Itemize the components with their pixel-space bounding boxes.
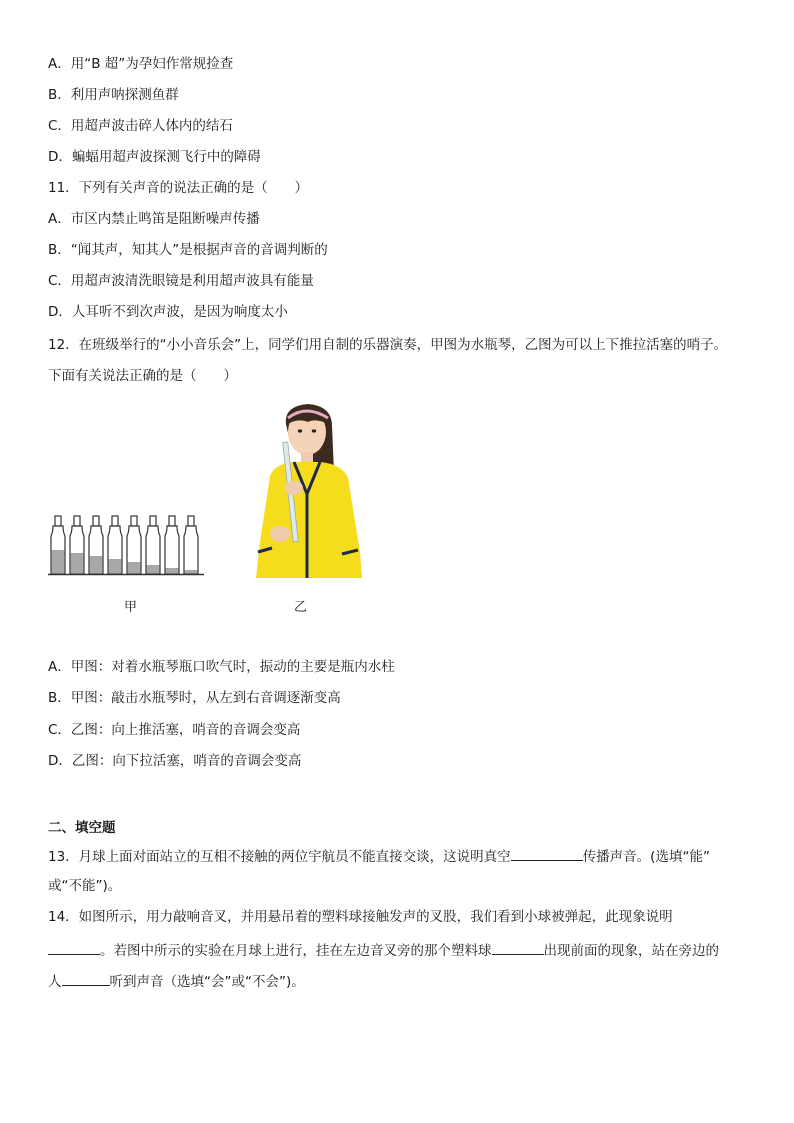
q11-option-d: D．人耳听不到次声波，是因为响度太小 [48, 304, 288, 320]
q10-option-d: D．蝙蝠用超声波探测飞行中的障碍 [48, 149, 261, 165]
bottle-7 [165, 516, 179, 574]
q12-stem-line2: 下面有关说法正确的是（ ） [48, 368, 237, 384]
q13-answer-blank[interactable] [511, 846, 583, 861]
q13-text-before-blank: 13．月球上面对面站立的互相不接触的两位宇航员不能直接交谈，这说明真空 [48, 849, 511, 865]
q11-stem: 11．下列有关声音的说法正确的是（ ） [48, 180, 309, 196]
water-bottle-xylophone-figure [48, 508, 208, 578]
q11-option-b: B．“闻其声，知其人”是根据声音的音调判断的 [48, 242, 328, 258]
q14-text-after-blank-1: 。若图中所示的实验在月球上进行，挂在左边音叉旁的那个塑料球 [100, 943, 492, 959]
q14-text-before-blank-3: 人 [48, 974, 62, 990]
q14-answer-blank-2[interactable] [492, 940, 544, 955]
q12-option-b: B．甲图：敲击水瓶琴时，从左到右音调逐渐变高 [48, 690, 341, 706]
figure-jia-caption: 甲 [124, 600, 138, 615]
q14-text-after-blank-2: 出现前面的现象，站在旁边的 [543, 943, 719, 959]
q11-option-a: A．市区内禁止鸣笛是阻断噪声传播 [48, 211, 260, 227]
bottle-8 [184, 516, 198, 574]
q10-option-a: A．用“B 超”为孕妇作常规捡查 [48, 56, 234, 72]
figure-yi-caption: 乙 [294, 600, 308, 615]
q10-option-c: C．用超声波击碎人体内的结石 [48, 118, 233, 134]
q13-line2: 或“不能”)。 [48, 878, 122, 894]
q14-answer-blank-3[interactable] [62, 971, 110, 986]
q14-line3 [48, 971, 305, 991]
q12-option-c: C．乙图：向上推活塞，哨音的音调会变高 [48, 722, 301, 738]
q14-line2 [48, 940, 719, 960]
section-fill-in-title: 二、填空题 [48, 820, 116, 836]
q13-text-after-blank: 传播声音。(选填“能” [582, 849, 710, 865]
q13-line1 [48, 846, 710, 866]
q10-option-b: B．利用声呐探测鱼群 [48, 87, 179, 103]
q12-option-a: A．甲图：对着水瓶琴瓶口吹气时，振动的主要是瓶内水柱 [48, 659, 395, 675]
q14-line1: 14．如图所示，用力敲响音叉，并用悬吊着的塑料球接触发声的叉股，我们看到小球被弹起，此现象说明 [48, 909, 673, 925]
q12-stem-line1: 12．在班级举行的“小小音乐会”上，同学们用自制的乐器演奏，甲图为水瓶琴，乙图为可以上下推拉活塞的哨子。 [48, 337, 728, 353]
girl-slide-whistle-figure [250, 402, 364, 578]
q12-option-d: D．乙图：向下拉活塞，哨音的音调会变高 [48, 753, 302, 769]
q11-option-c: C．用超声波清洗眼镜是利用超声波具有能量 [48, 273, 314, 289]
q14-text-after-blank-3: 听到声音（选填“会”或“不会”)。 [109, 974, 305, 990]
q14-answer-blank-1[interactable] [48, 940, 100, 955]
